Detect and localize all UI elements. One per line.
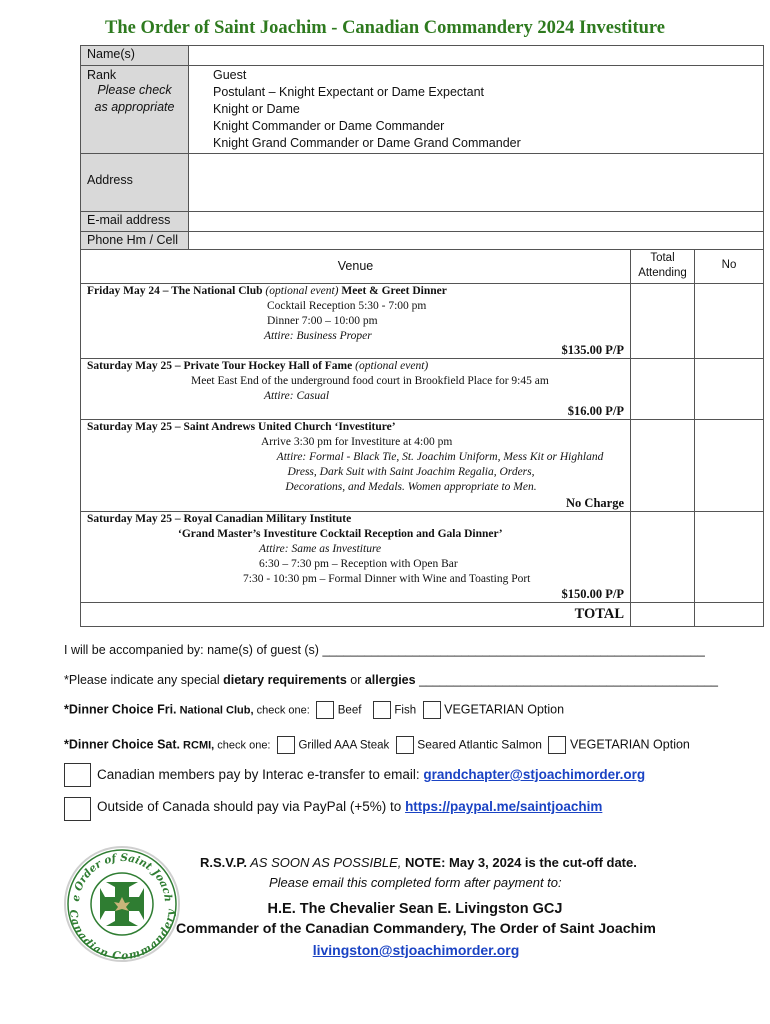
dinner-fri-row (64, 701, 564, 719)
total-no-cell[interactable] (694, 602, 764, 627)
event-2-no-cell[interactable] (694, 358, 764, 420)
rank-hint-2: as appropriate (94, 100, 175, 114)
event-3-total-cell[interactable] (630, 419, 695, 512)
checkbox-vegetarian-fri[interactable] (423, 701, 441, 719)
event-4-line-2: 7:30 - 10:30 pm – Formal Dinner with Wine and Toasting Port (243, 573, 531, 585)
checkbox-vegetarian-sat[interactable] (548, 736, 566, 754)
commander-name: H.E. The Chevalier Sean E. Livingston GCJ (267, 901, 563, 917)
event-3-attire (87, 450, 623, 495)
names-field[interactable] (188, 45, 764, 66)
event-3-attire-2: Dress, Dark Suit with Saint Joachim Regalia, Orders, (287, 466, 535, 478)
venue-header: Venue (80, 249, 631, 284)
checkbox-fish[interactable] (373, 701, 391, 719)
checkbox-salmon[interactable] (396, 736, 414, 754)
dietary-bold-1: dietary requirements (223, 673, 347, 687)
dinner-sat-label: *Dinner Choice Sat. (64, 737, 180, 752)
interac-line (97, 767, 645, 782)
rsvp-asap: AS SOON AS POSSIBLE, (246, 855, 402, 870)
phone-label: Phone Hm / Cell (80, 231, 189, 250)
page-title: The Order of Saint Joachim - Canadian Commandery 2024 Investiture (105, 18, 665, 38)
rank-option-guest[interactable]: Guest (213, 68, 247, 82)
logo-bottom-text: Canadian Commandery (66, 908, 178, 963)
address-label: Address (80, 153, 189, 212)
event-3-title: Saturday May 25 – Saint Andrews United Church ‘Investiture’ (87, 421, 396, 433)
option-vegetarian-sat: VEGETARIAN Option (569, 737, 690, 752)
event-4-subtitle: ‘Grand Master’s Investiture Cocktail Reception and Gala Dinner’ (178, 528, 503, 540)
event-4-no-cell[interactable] (694, 511, 764, 603)
dinner-fri-venue: National Club, (176, 704, 254, 717)
event-1-optional: (optional event) (262, 285, 339, 297)
commander-role: Commander of the Canadian Commandery, The Order of Saint Joachim (176, 921, 656, 937)
rsvp-label: R.S.V.P. (200, 855, 247, 870)
logo-top-text: e Order of Saint Joach (69, 851, 175, 903)
interac-text: Canadian members pay by Interac e-transfer to email: (97, 767, 424, 782)
option-fish: Fish (394, 704, 417, 717)
dietary-line[interactable] (64, 673, 718, 687)
rank-label-cell (80, 65, 189, 154)
event-1-line-1: Cocktail Reception 5:30 - 7:00 pm (267, 300, 427, 312)
event-1-title-suffix: Meet & Greet Dinner (338, 285, 447, 297)
commander-email-link[interactable]: livingston@stjoachimorder.org (312, 942, 520, 958)
total-header-line2: Attending (638, 267, 687, 279)
dinner-sat-venue: RCMI, (180, 739, 215, 752)
event-1-line-2: Dinner 7:00 – 10:00 pm (267, 315, 378, 327)
dietary-prefix: *Please indicate any special (64, 673, 224, 687)
event-3-price: No Charge (566, 496, 624, 510)
event-row-national-club (80, 283, 631, 359)
event-3-attire-3: Decorations, and Medals. Women appropriate to Men. (285, 481, 537, 493)
rank-options[interactable] (188, 65, 764, 154)
event-1-total-cell[interactable] (630, 283, 695, 359)
event-3-line-1: Arrive 3:30 pm for Investiture at 4:00 pm (261, 436, 453, 448)
rsvp-line (200, 855, 637, 870)
event-1-no-cell[interactable] (694, 283, 764, 359)
interac-email-link[interactable]: grandchapter@stjoachimorder.org (423, 767, 646, 782)
paypal-text: Outside of Canada should pay via PayPal (+5%) to (97, 799, 406, 814)
event-1-title: Friday May 24 – The National Club (87, 285, 263, 297)
event-3-no-cell[interactable] (694, 419, 764, 512)
event-2-line-1: Meet East End of the underground food court in Brookfield Place for 9:45 am (191, 375, 549, 387)
event-1-attire: Attire: Business Proper (264, 330, 372, 342)
names-label: Name(s) (80, 45, 189, 66)
event-3-attire-1: Attire: Formal - Black Tie, St. Joachim Uniform, Mess Kit or Highland (276, 451, 604, 463)
event-4-line-1: 6:30 – 7:30 pm – Reception with Open Bar (259, 558, 458, 570)
event-4-total-cell[interactable] (630, 511, 695, 603)
event-2-total-cell[interactable] (630, 358, 695, 420)
option-salmon: Seared Atlantic Salmon (417, 737, 542, 752)
rank-label: Rank (87, 68, 117, 82)
option-vegetarian-fri: VEGETARIAN Option (444, 702, 565, 717)
event-row-investiture (80, 419, 631, 512)
rank-hint-1: Please check (97, 83, 172, 97)
commander-email-row (0, 942, 770, 958)
event-row-hockey-hall (80, 358, 631, 420)
email-label: E-mail address (80, 211, 189, 232)
total-attending-header (630, 249, 695, 284)
event-2-title: Saturday May 25 – Private Tour Hockey Hall of Fame (87, 360, 353, 372)
rsvp-instruction: Please email this completed form after payment to: (269, 875, 562, 890)
event-1-price: $135.00 P/P (561, 343, 624, 357)
rank-option-knight-commander[interactable]: Knight Commander or Dame Commander (213, 119, 445, 133)
email-field[interactable] (188, 211, 764, 232)
dietary-bold-2: allergies (364, 673, 416, 687)
phone-field[interactable] (188, 231, 764, 250)
rank-option-knight[interactable]: Knight or Dame (213, 102, 300, 116)
event-4-price: $150.00 P/P (561, 587, 624, 601)
dinner-sat-check: check one: (214, 739, 271, 752)
checkbox-beef[interactable] (316, 701, 334, 719)
rsvp-note: NOTE: May 3, 2024 is the cut-off date. (401, 855, 637, 870)
event-4-attire: Attire: Same as Investiture (259, 543, 382, 555)
option-steak: Grilled AAA Steak (298, 739, 390, 752)
event-2-optional: (optional event) (352, 360, 429, 372)
guests-line[interactable]: I will be accompanied by: name(s) of guest (s) _______________________________________________________ (64, 643, 705, 657)
total-cell[interactable] (630, 602, 695, 627)
paypal-line (97, 799, 602, 814)
option-beef: Beef (337, 704, 362, 717)
dietary-mid: or (346, 673, 365, 687)
total-label: TOTAL (80, 602, 631, 627)
dinner-sat-row (64, 736, 690, 754)
rank-option-knight-grand-commander[interactable]: Knight Grand Commander or Dame Grand Commander (213, 136, 521, 150)
event-2-attire: Attire: Casual (264, 390, 330, 402)
event-2-price: $16.00 P/P (567, 404, 624, 418)
total-header-line1: Total (650, 252, 675, 264)
dinner-fri-label: *Dinner Choice Fri. (64, 702, 177, 717)
dietary-blank: ___________________________________________ (415, 673, 718, 687)
event-row-gala-dinner (80, 511, 631, 603)
event-4-title: Saturday May 25 – Royal Canadian Military Institute (87, 513, 352, 525)
no-header: No (694, 249, 764, 284)
rank-option-postulant[interactable]: Postulant – Knight Expectant or Dame Expectant (213, 85, 484, 99)
address-field[interactable] (188, 153, 764, 212)
checkbox-paypal[interactable] (64, 797, 91, 821)
dinner-fri-check: check one: (253, 704, 310, 717)
paypal-link[interactable]: https://paypal.me/saintjoachim (405, 799, 603, 814)
checkbox-steak[interactable] (277, 736, 295, 754)
checkbox-interac[interactable] (64, 763, 91, 787)
